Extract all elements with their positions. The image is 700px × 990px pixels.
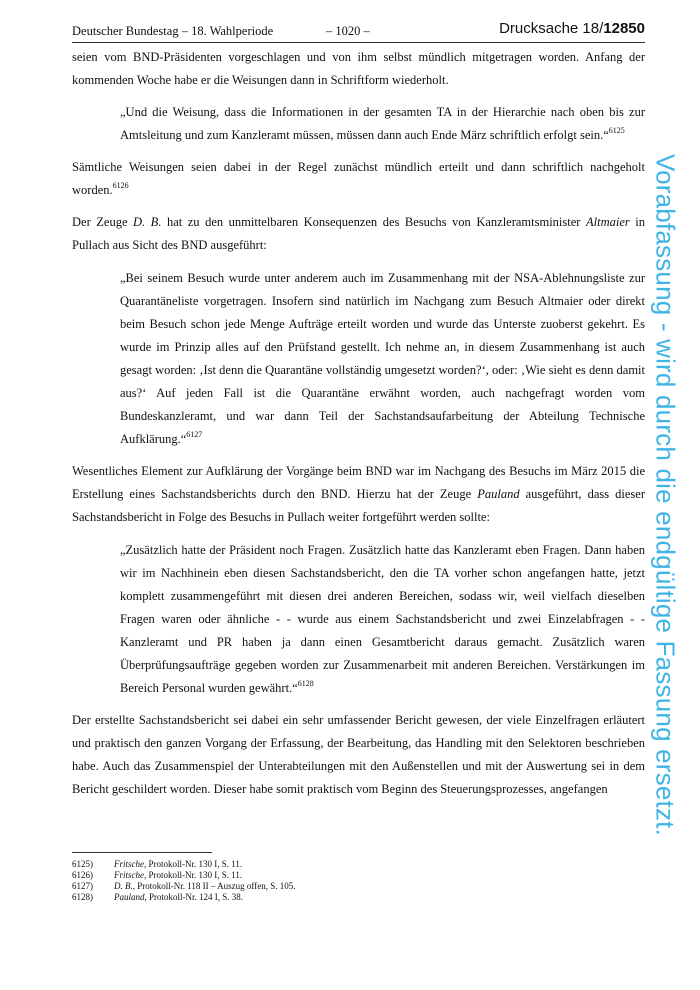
header-publication: Deutscher Bundestag – 18. Wahlperiode <box>72 24 274 38</box>
footnote-ref-6125: 6125 <box>608 125 625 135</box>
footnote-number: 6126) <box>72 870 93 880</box>
paragraph-3 <box>72 211 645 257</box>
footnote-name: Pauland <box>114 892 145 902</box>
paragraph-4 <box>72 460 645 529</box>
paragraph-5 <box>72 709 645 801</box>
paragraph-2 <box>72 156 645 202</box>
footnote-name: D. B. <box>114 881 133 891</box>
doc-label: Drucksache 18/ <box>499 20 604 37</box>
paragraph-4-text-b: ausgeführt, dass dieser Sachstandsbericht in Folge des Besuchs in Pullach weiter fortgeführt werden sollte: <box>72 487 645 524</box>
footnote-name: Fritsche <box>114 859 144 869</box>
paragraph-2-text: Sämtliche Weisungen seien dabei in der Regel zunächst mündlich erteilt und dann schriftlich nachgeholt worden. <box>72 160 645 197</box>
witness-name-pauland: Pauland <box>477 487 520 501</box>
quote-3 <box>120 539 645 700</box>
footnote-reference: , Protokoll-Nr. 130 I, S. 11. <box>144 870 243 880</box>
doc-number: 12850 <box>603 20 645 37</box>
footnote-ref-6126: 6126 <box>112 180 129 190</box>
paragraph-3-text-a: Der Zeuge <box>72 215 134 229</box>
quote-2 <box>120 267 645 451</box>
footnote-number: 6127) <box>72 881 93 891</box>
minister-name: Altmaier <box>585 215 630 229</box>
body-text <box>72 46 645 801</box>
header-page-number: – 1020 – <box>326 24 370 38</box>
footnote-name: Fritsche <box>114 870 144 880</box>
quote-1-text: „Und die Weisung, dass die Informationen in der gesamten TA in der Hierarchie nach oben bis zur Amtsleitung und zum Kanzleramt müssen, müssen dann auch Ende März schriftlich erfolgt sein.“ <box>120 105 645 142</box>
footnote-reference: , Protokoll-Nr. 124 I, S. 38. <box>144 892 244 902</box>
footnote-reference: , Protokoll-Nr. 130 I, S. 11. <box>144 859 243 869</box>
footnote-ref-6127: 6127 <box>186 429 203 439</box>
header-document-number <box>499 20 645 37</box>
draft-watermark: Vorabfassung - wird durch die endgültige Fassung ersetzt. <box>650 153 681 837</box>
quote-2-text: „Bei seinem Besuch wurde unter anderem auch im Zusammenhang mit der NSA-Ablehnungsliste zur Quarantäneliste vorgetragen. Insofern sind natürlich im Nachgang zum Besuch Altmaier oder direkt beim Besuch schon jede Menge Aufträge erteilt worden und wurde das Unterste zuoberst gekehrt. Es wurde im Prinzip alles auf den Prüfstand gestellt. Ich nehme an, in diesem Zusammenhang ist auch gesagt worden: ‚Ist denn die Quarantäne vollständig umgesetzt worden?‘, oder: ‚Wie sieht es denn damit aus?‘ Auf jeden Fall ist die Quarantäne erwähnt worden, auch nachgefragt worden vom Bundeskanzleramt, und war dann Teil der Sachstandsaufarbeitung der Abteilung Technische Aufklärung.“ <box>120 271 645 446</box>
paragraph-3-text-b: hat zu den unmittelbaren Konsequenzen des Besuchs von Kanzleramtsminister <box>161 215 586 229</box>
footnote-item <box>72 892 296 903</box>
paragraph-1-text: seien vom BND-Präsidenten vorgeschlagen und von ihm selbst mündlich mitgetragen worden. Anfang der kommenden Woche habe er die Weisungen dann in Schriftform wiederholt. <box>72 50 645 87</box>
paragraph-3-text-c: in Pullach aus Sicht des BND ausgeführt: <box>72 215 645 252</box>
footnote-reference: , Protokoll-Nr. 118 II – Auszug offen, S. 105. <box>132 881 296 891</box>
footnote-number: 6128) <box>72 892 93 902</box>
footnote-ref-6128: 6128 <box>297 678 314 688</box>
footnote-item <box>72 859 296 870</box>
page-header <box>72 22 645 43</box>
footnote-separator <box>72 852 212 853</box>
witness-name: D. B. <box>133 215 162 229</box>
paragraph-1 <box>72 46 645 92</box>
quote-1 <box>120 101 645 147</box>
paragraph-5-text: Der erstellte Sachstandsbericht sei dabei ein sehr umfassender Bericht gewesen, der viele Einzelfragen erläutert und praktisch den ganzen Vorgang der Erfassung, der Bearbeitung, das Handling mit den Selektoren beschrieben habe. Auch das Zusammenspiel der Unterabteilungen mit den Außenstellen und mit der Auswertung sei in dem Bericht geschildert worden. Dieser habe somit praktisch vom Beginn des Steuerungsprozesses, angefangen <box>72 713 645 796</box>
footnotes <box>72 859 296 903</box>
footnote-item <box>72 881 296 892</box>
paragraph-4-text-a: Wesentliches Element zur Aufklärung der Vorgänge beim BND war im Nachgang des Besuchs im März 2015 die Erstellung eines Sachstandsberichts durch den BND. Hierzu hat der Zeuge <box>72 464 645 501</box>
footnote-number: 6125) <box>72 859 93 869</box>
quote-3-text: „Zusätzlich hatte der Präsident noch Fragen. Zusätzlich hatte das Kanzleramt eben Fragen. Dann haben wir im Nachhinein eben diesen Sachstandsbericht, den die TA vorher schon angefangen hatte, jetzt komplett zusammengeführt mit diesen drei anderen Bereichen, sodass wir, weil vielfach dieselben Fragen waren oder ähnliche - - wurde aus einem Sachstandsbericht und zwei Einzelabfragen - - Kanzleramt und PR haben ja dann einen Gesamtbericht daraus gemacht. Zusätzlich waren Überprüfungsaufträge gegeben worden zur Zusammenarbeit mit anderen Bereichen. Verstärkungen im Bereich Personal wurden gewährt.“ <box>120 543 645 695</box>
footnote-item <box>72 870 296 881</box>
